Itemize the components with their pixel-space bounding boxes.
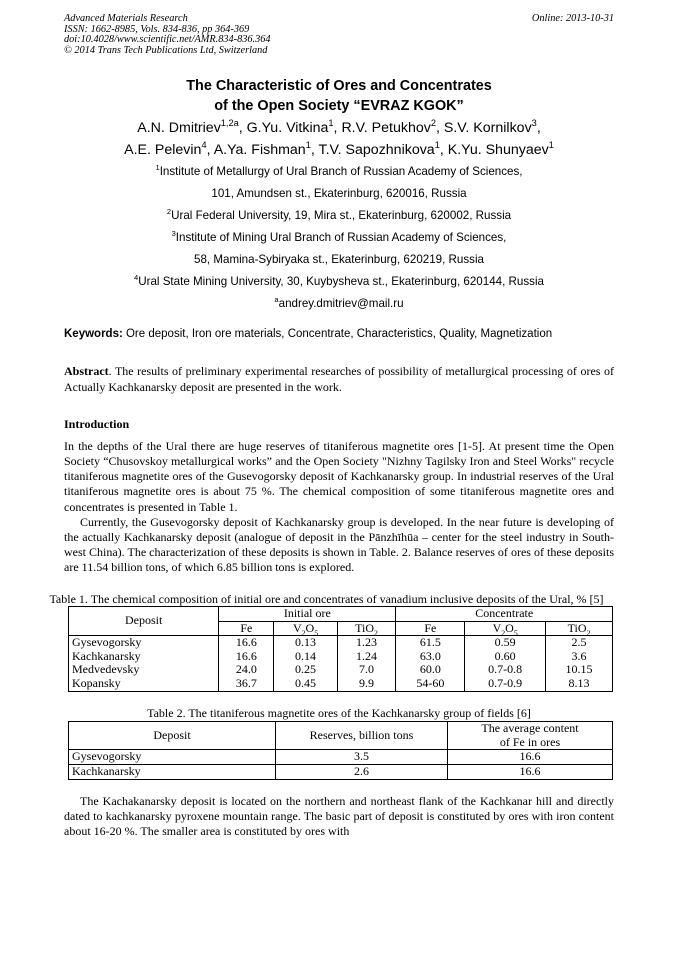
affiliation-1-address: 101, Amundsen st., Ekaterinburg, 620016, Russia — [211, 187, 467, 201]
online-date: Online: 2013-10-31 — [531, 13, 614, 24]
keywords-label: Keywords: — [64, 328, 123, 341]
copyright-line: © 2014 Trans Tech Publications Ltd, Switzerland — [64, 44, 268, 56]
table-header: Fe — [219, 621, 274, 636]
table-1 — [68, 606, 613, 692]
author: A.E. Pelevin$^4$, — [124, 139, 214, 159]
table-header: Deposit — [69, 722, 276, 750]
affiliation-3: $^3$Institute of Mining Ural Branch of Russian Academy of Sciences, — [171, 228, 507, 245]
section-heading-introduction: Introduction — [64, 416, 130, 431]
table-row: Kopansky 36.7 0.45 9.9 54-60 0.7-0.9 8.13 — [69, 677, 613, 691]
author-line-1 — [64, 117, 614, 139]
table-header: Deposit — [69, 607, 219, 636]
table-header: $V_2O_5$ — [274, 621, 337, 636]
paper-page — [49, 13, 614, 839]
table-row: Kachkanarsky 2.6 16.6 — [69, 764, 613, 779]
issn-line: ISSN: 1662-8985, Vols. 834-836, pp 364-369 — [64, 23, 250, 35]
table-2-caption: Table 2. The titaniferous magnetite ores of the Kachkanarsky group of fields [6] — [147, 705, 531, 720]
affiliation-2: $^2$Ural Federal University, 19, Mira st., Ekaterinburg, 620002, Russia — [166, 206, 512, 223]
table-row: Gysevogorsky 3.5 16.6 — [69, 750, 613, 765]
table-1-caption: Table 1. The chemical composition of initial ore and concentrates of vanadium inclusive deposits of the Ural, % [5] — [49, 591, 604, 606]
intro-paragraph-2: Currently, the Gusevogorsky deposit of Kachkanarsky group is developed. In the near future is developing of the actually Kachkanarsky deposit (analogue of deposit in the Pānzhīhūa – center for the steel industry in South-west China). The characterization of these deposits is shown in Table. 2. Balance reserves of ores of these deposits are 11.54 billion tons, of which 6.85 billion tons is explored. — [64, 514, 614, 575]
affiliations — [64, 161, 614, 315]
affiliation-4: $^4$Ural State Mining University, 30, Kuybysheva st., Ekaterinburg, 620144, Russia — [134, 272, 544, 289]
affiliation-1: $^1$Institute of Metallurgy of Ural Branch of Russian Academy of Sciences, — [155, 162, 523, 179]
title-line-2: of the Open Society “EVRAZ KGOK” — [214, 98, 464, 115]
table-2 — [68, 721, 613, 779]
doi-line[interactable]: doi:10.4028/www.scientific.net/AMR.834-836.364 — [64, 34, 271, 46]
author: A.Ya. Fishman$^1$, — [213, 139, 319, 159]
abstract-text: . The results of preliminary experimental researches of possibility of metallurgical processing of ores of Actually Kachkanarsky deposit are presented in the work. — [64, 364, 614, 394]
author: G.Yu. Vitkina$^1$, — [246, 117, 342, 137]
table-row: Kachkanarsky 16.6 0.14 1.24 63.0 0.60 3.6 — [69, 650, 613, 664]
journal-header — [64, 14, 614, 56]
table-header: Initial ore — [219, 607, 396, 622]
author: R.V. Petukhov$^2$, — [341, 117, 444, 137]
author: A.N. Dmitriev$^{1,2a}$, — [137, 117, 247, 137]
table-header: TiO$_2$ — [546, 621, 613, 636]
title-line-1: The Characteristic of Ores and Concentrates — [186, 78, 492, 95]
abstract-label: Abstract — [64, 364, 109, 379]
intro-paragraph-1: In the depths of the Ural there are huge reserves of titaniferous magnetite ores [1-5]. At present time the Open Society “Chusovskoy metallurgical works” and the Open Society "Nizhny Tagilsky Iron and Steel Works" recycle titaniferous magnetite ores of the Gusevogorsky deposit of Kachkanarsky group. In industrial reserves of the Ural titaniferous magnetite ores is about 75 %. The chemical composition of some titaniferous magnetite ores and concentrates is presented in Table 1. — [64, 438, 614, 514]
keywords — [64, 327, 614, 341]
table-header: $V_2O_5$ — [465, 621, 546, 636]
abstract — [64, 364, 614, 394]
keywords-text: Ore deposit, Iron ore materials, Concentrate, Characteristics, Quality, Magnetization — [122, 328, 553, 341]
table-row: Gysevogorsky 16.6 0.13 1.23 61.5 0.59 2.5 — [69, 636, 613, 650]
table-header: The average content of Fe in ores — [448, 722, 613, 750]
table-row: Medvedevsky 24.0 0.25 7.0 60.0 0.7-0.8 10.15 — [69, 663, 613, 677]
table-header: Reserves, billion tons — [276, 722, 448, 750]
table-header: Concentrate — [396, 607, 613, 622]
journal-name: Advanced Materials Research — [64, 13, 188, 24]
body-paragraph: The Kachakanarsky deposit is located on the northern and northeast flank of the Kachkanar hill and directly dated to kachkanarsky pyroxene mountain range. The basic part of deposit is constituted by ores with iron content about 16-20 %. The smaller area is constituted by ores with — [64, 793, 614, 838]
email-line: $^a$andrey.dmitriev@mail.ru — [274, 294, 404, 311]
author-list — [64, 117, 614, 161]
table-header: TiO$_2$ — [337, 621, 396, 636]
paper-title — [64, 76, 614, 116]
author-line-2 — [64, 139, 614, 161]
table-header: Fe — [396, 621, 465, 636]
email-link[interactable]: andrey.dmitriev@mail.ru — [278, 297, 404, 311]
author: K.Yu. Shunyaev$^1$ — [447, 139, 554, 159]
author: S.V. Kornilkov$^3$, — [443, 117, 541, 137]
author: T.V. Sapozhnikova$^1$, — [318, 139, 448, 159]
affiliation-3-address: 58, Mamina-Sybiryaka st., Ekaterinburg, 620219, Russia — [194, 253, 484, 267]
